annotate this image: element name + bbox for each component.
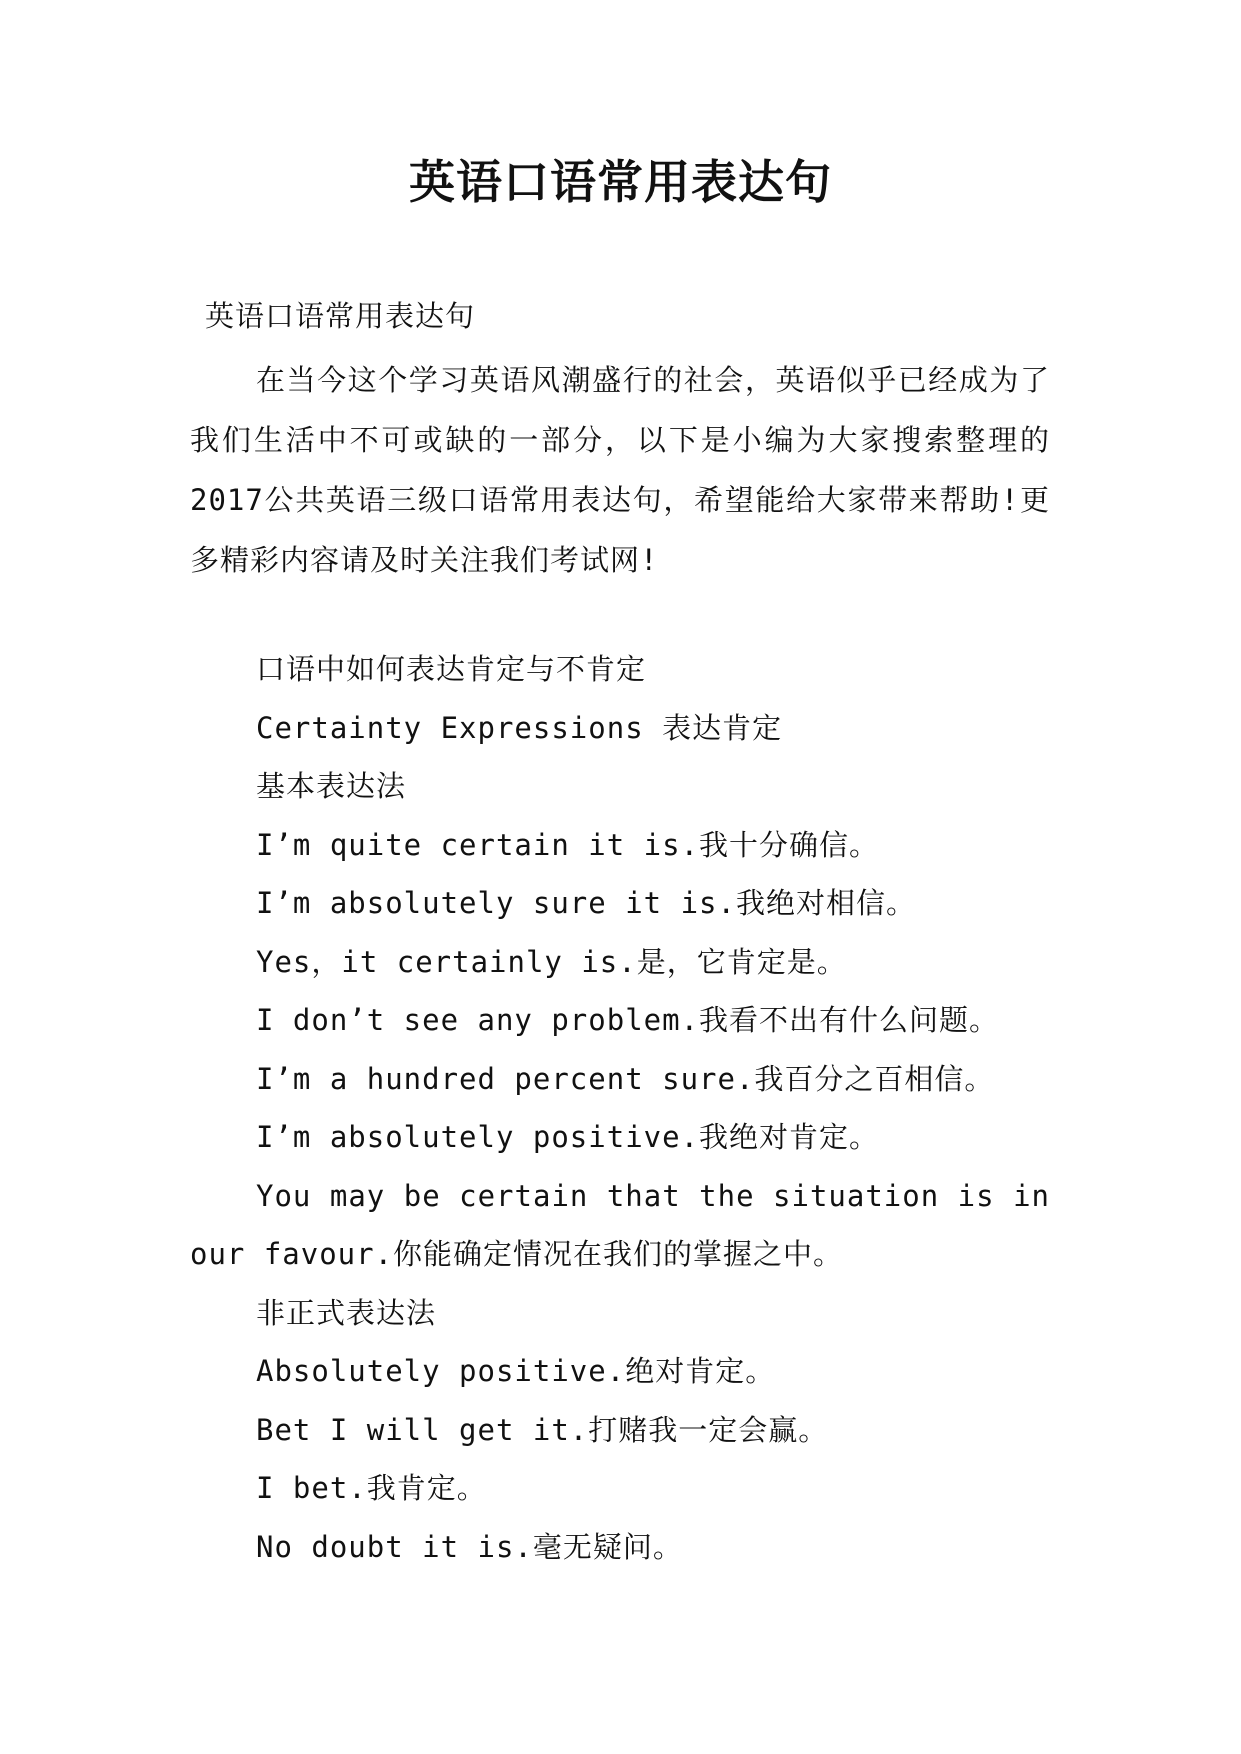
expression-line: I don’t see any problem.我看不出有什么问题。	[256, 1003, 1000, 1037]
expression-line: No doubt it is.毫无疑问。	[256, 1529, 683, 1564]
informal-expressions-heading: 非正式表达法	[256, 1295, 437, 1330]
expression-paragraph: You may be certain that the situation is in our favour.你能确定情况在我们的掌握之中。	[190, 1178, 1050, 1271]
expression-line: I’m quite certain it is.我十分确信。	[256, 827, 880, 862]
section-heading: 口语中如何表达肯定与不肯定	[256, 652, 647, 686]
expression-line: I’m a hundred percent sure.我百分之百相信。	[256, 1061, 995, 1096]
expression-line: Yes，it certainly is.是，它肯定是。	[256, 944, 847, 979]
expression-line: I’m absolutely sure it is.我绝对相信。	[256, 886, 916, 920]
expression-line: I bet.我肯定。	[256, 1471, 487, 1505]
expressions-section	[190, 640, 1050, 1576]
expression-line: Absolutely positive.绝对肯定。	[256, 1354, 776, 1388]
expression-line: I’m absolutely positive.我绝对肯定。	[256, 1120, 880, 1154]
document-title: 英语口语常用表达句	[409, 155, 832, 209]
basic-expressions-heading: 基本表达法	[256, 769, 407, 803]
document-subtitle: 英语口语常用表达句	[205, 299, 476, 333]
certainty-heading: Certainty Expressions 表达肯定	[256, 710, 783, 745]
expression-line: Bet I will get it.打赌我一定会赢。	[256, 1412, 829, 1447]
intro-paragraph: 在当今这个学习英语风潮盛行的社会，英语似乎已经成为了我们生活中不可或缺的一部分，以下是小编为大家搜索整理的2017公共英语三级口语常用表达句，希望能给大家带来帮助!更多精彩内容请及时关注我们考试网!	[190, 363, 1050, 577]
